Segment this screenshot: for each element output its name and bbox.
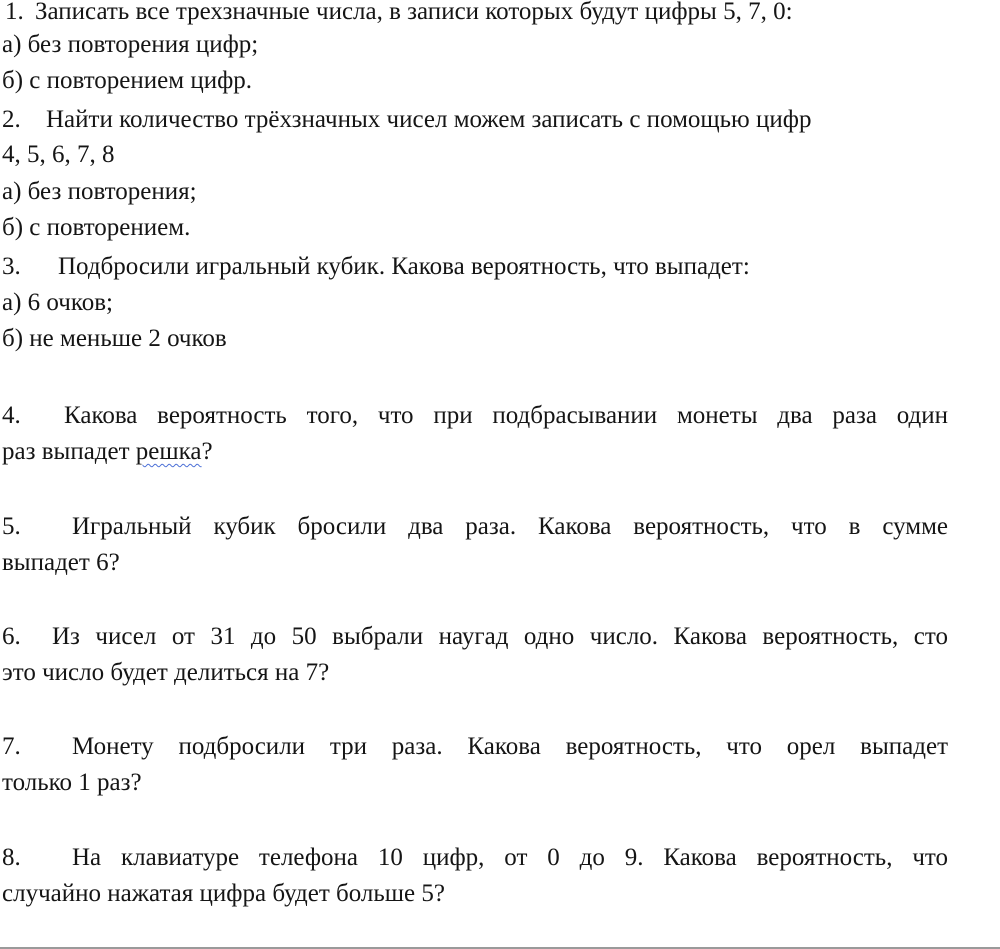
task-4-continuation-before: раз выпадет: [2, 438, 136, 465]
task-6-number: 6.: [2, 623, 21, 650]
task-1-text: Записать все трехзначные числа, в записи которых будут цифры 5, 7, 0:: [35, 0, 793, 25]
task-4-number: 4.: [2, 402, 21, 429]
task-8-number: 8.: [2, 844, 21, 871]
task-2-statement: [2, 102, 948, 138]
task-8-continuation: случайно нажатая цифра будет больше 5?: [2, 880, 445, 907]
spellcheck-marked-word[interactable]: решка: [135, 438, 202, 465]
task-3-item-a: а) 6 очков;: [2, 289, 113, 316]
task-4-continuation-after: ?: [201, 438, 213, 465]
task-4-text: Какова вероятность того, что при подбрасывании монеты два раза один: [64, 402, 948, 429]
task-3-statement: [2, 249, 948, 285]
task-4-continuation: [2, 434, 948, 470]
task-2-item-b: б) с повторением.: [2, 214, 191, 241]
task-4-statement: [2, 398, 948, 434]
task-1-statement: [5, 0, 948, 30]
task-7-continuation: только 1 раз?: [2, 769, 142, 796]
task-6-text: Из чисел от 31 до 50 выбрали наугад одно число. Какова вероятность, сто: [52, 623, 948, 650]
task-3-number: 3.: [2, 253, 21, 280]
task-8-text: На клавиатуре телефона 10 цифр, от 0 до 9. Какова вероятность, что: [72, 844, 948, 871]
task-5-continuation: выпадет 6?: [2, 549, 120, 576]
task-3-item-b: б) не меньше 2 очков: [2, 325, 227, 352]
task-2-continuation: 4, 5, 6, 7, 8: [2, 141, 115, 168]
task-1-item-a: а) без повторения цифр;: [2, 31, 259, 58]
task-5-number: 5.: [2, 513, 21, 540]
task-2-text: Найти количество трёхзначных чисел можем записать с помощью цифр: [46, 106, 812, 133]
task-1-item-b: б) с повторением цифр.: [2, 67, 253, 94]
task-7-text: Монету подбросили три раза. Какова вероятность, что орел выпадет: [72, 733, 948, 760]
task-5-statement: [2, 509, 948, 545]
task-1-number: 1.: [5, 0, 24, 25]
task-5-text: Игральный кубик бросили два раза. Какова вероятность, что в сумме: [72, 513, 948, 540]
task-7-number: 7.: [2, 733, 21, 760]
task-6-statement: [2, 619, 948, 655]
task-8-statement: [2, 840, 948, 876]
task-7-statement: [2, 729, 948, 765]
task-6-continuation: это число будет делиться на 7?: [2, 659, 330, 686]
task-3-text: Подбросили игральный кубик. Какова вероятность, что выпадет:: [58, 253, 750, 280]
task-2-item-a: а) без повторения;: [2, 178, 197, 205]
task-2-number: 2.: [2, 106, 21, 133]
